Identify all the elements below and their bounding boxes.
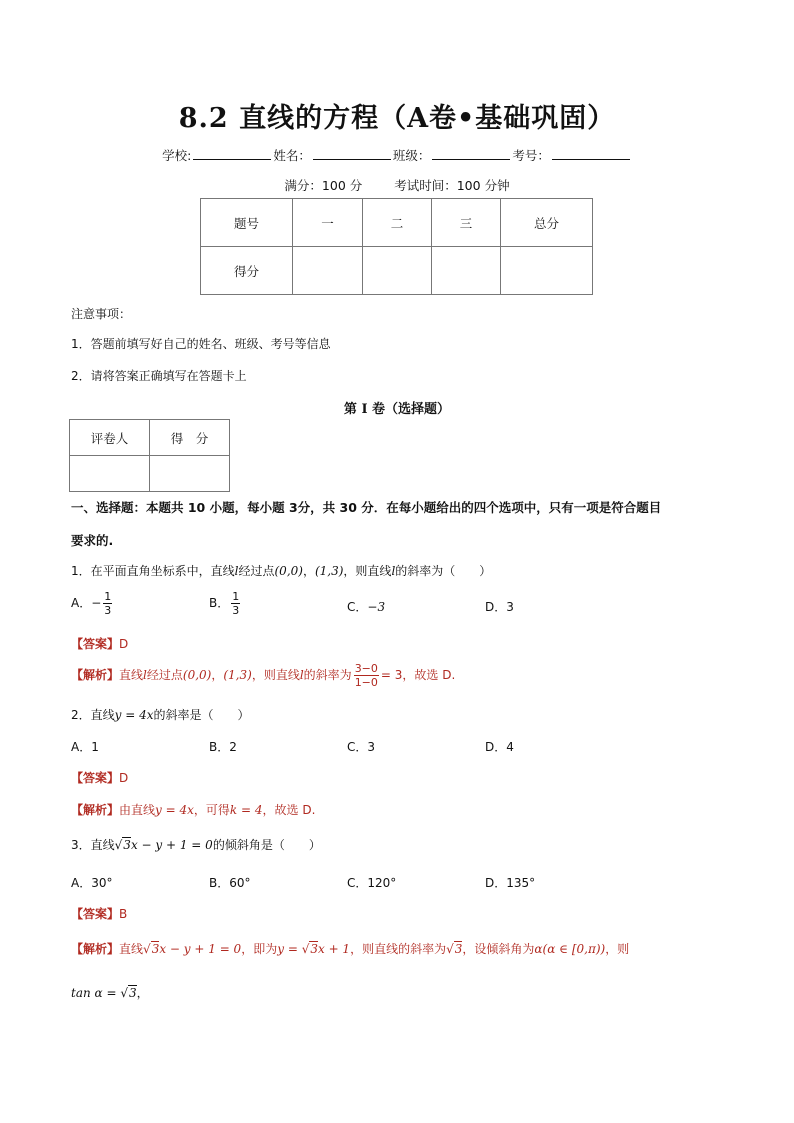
exam-time: 考试时间：100 分钟 bbox=[394, 178, 510, 193]
note-item: 2．请将答案正确填写在答题卡上 bbox=[71, 369, 247, 383]
part1-instructions-cont: 要求的. bbox=[71, 533, 114, 548]
q2-option-b[interactable]: B．2 bbox=[209, 740, 237, 754]
question-2-stem: 2．直线y = 4x的斜率是（ ） bbox=[71, 708, 250, 722]
score-row-label: 得分 bbox=[201, 247, 293, 295]
full-score: 满分：100 分 bbox=[284, 178, 363, 193]
exam-meta bbox=[0, 176, 794, 194]
q1-answer: 【答案】D bbox=[71, 637, 129, 651]
score-header-cell: 题号 bbox=[201, 199, 293, 247]
score-header-cell: 总分 bbox=[501, 199, 593, 247]
name-blank[interactable] bbox=[313, 147, 391, 160]
q1-option-a[interactable]: A．− $\frac{1}{3}$ bbox=[71, 590, 112, 617]
grader-label: 评卷人 bbox=[70, 420, 150, 456]
school-label: 学校: bbox=[162, 148, 192, 163]
score-table bbox=[200, 198, 593, 295]
score-cell[interactable] bbox=[432, 247, 501, 295]
q3-analysis: 【解析】直线√3x − y + 1 = 0，即为y = √3x + 1，则直线的斜率为√3，设倾斜角为α(α ∈ [0,π))，则 bbox=[71, 942, 630, 956]
q1-option-c[interactable]: C．−3 bbox=[347, 600, 386, 614]
score-header-cell: 一 bbox=[293, 199, 363, 247]
exam-no-blank[interactable] bbox=[552, 147, 630, 160]
class-label: 班级： bbox=[392, 148, 431, 163]
score-cell[interactable] bbox=[501, 247, 593, 295]
q2-option-d[interactable]: D．4 bbox=[485, 740, 514, 754]
q3-answer: 【答案】B bbox=[71, 907, 128, 921]
q1-option-d[interactable]: D．3 bbox=[485, 600, 514, 614]
student-info-line bbox=[0, 146, 794, 164]
page-title: 8.2 直线的方程（A卷•基础巩固） bbox=[178, 103, 616, 134]
score-table-header-row bbox=[201, 199, 593, 247]
school-blank[interactable] bbox=[193, 147, 271, 160]
q3-option-b[interactable]: B．60° bbox=[209, 876, 251, 890]
score-cell[interactable] bbox=[293, 247, 363, 295]
question-1-stem: 1．在平面直角坐标系中，直线l经过点(0,0)，(1,3)，则直线l的斜率为（ ） bbox=[71, 564, 492, 578]
part1-instructions: 一、选择题：本题共 10 小题，每小题 3分，共 30 分．在每小题给出的四个选项中，只有一项是符合题目 bbox=[71, 500, 662, 515]
section-title: 第 I 卷（选择题） bbox=[343, 402, 451, 417]
score-table-score-row bbox=[201, 247, 593, 295]
q3-option-a[interactable]: A．30° bbox=[71, 876, 113, 890]
q2-option-c[interactable]: C．3 bbox=[347, 740, 376, 754]
grader-table bbox=[69, 419, 230, 492]
q3-analysis-cont: tan α = √3， bbox=[71, 986, 149, 1000]
q3-option-d[interactable]: D．135° bbox=[485, 876, 536, 890]
class-blank[interactable] bbox=[432, 147, 510, 160]
q2-analysis: 【解析】由直线y = 4x，可得k = 4，故选 D. bbox=[71, 803, 316, 817]
name-label: 姓名： bbox=[273, 148, 311, 163]
score-cell[interactable] bbox=[363, 247, 432, 295]
grader-score-label: 得 分 bbox=[150, 420, 230, 456]
note-item: 1．答题前填写好自己的姓名、班级、考号等信息 bbox=[71, 337, 331, 351]
score-header-cell: 三 bbox=[432, 199, 501, 247]
question-3-stem: 3．直线√3x − y + 1 = 0的倾斜角是（ ） bbox=[71, 838, 321, 852]
q3-option-c[interactable]: C．120° bbox=[347, 876, 397, 890]
q1-analysis: 【解析】直线l经过点(0,0)，(1,3)，则直线l的斜率为 $\frac{3-0}{1-0}$ = 3，故选 D. bbox=[71, 662, 456, 689]
q2-answer: 【答案】D bbox=[71, 771, 129, 785]
q1-option-b[interactable]: B． $\frac{1}{3}$ bbox=[209, 590, 240, 617]
exam-no-label: 考号： bbox=[512, 148, 550, 163]
notes-heading: 注意事项： bbox=[71, 307, 132, 321]
grader-cell[interactable] bbox=[70, 456, 150, 492]
grader-score-cell[interactable] bbox=[150, 456, 230, 492]
q2-option-a[interactable]: A．1 bbox=[71, 740, 99, 754]
score-header-cell: 二 bbox=[363, 199, 432, 247]
